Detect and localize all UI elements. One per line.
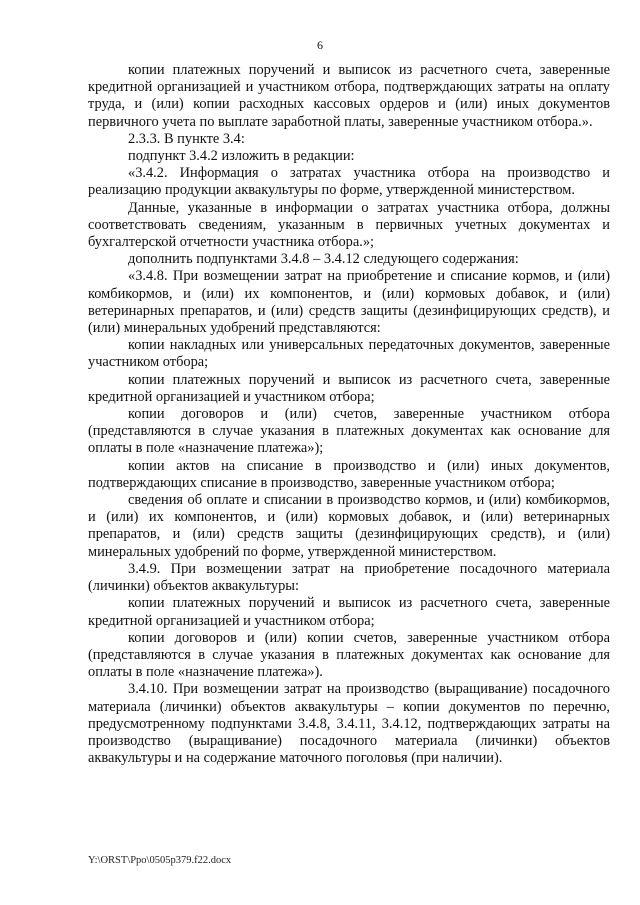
paragraph: копии актов на списание в производство и (или) иных документов, подтверждающих списание в производство, заверенные участником отбора;	[88, 457, 610, 491]
paragraph: дополнить подпунктами 3.4.8 – 3.4.12 следующего содержания:	[128, 251, 519, 268]
paragraph: копии платежных поручений и выписок из расчетного счета, заверенные кредитной организацией и участником отбора;	[88, 595, 610, 629]
paragraph: 3.4.9. При возмещении затрат на приобретение посадочного материала (личинки) объектов аквакультуры:	[88, 560, 610, 595]
paragraph: 2.3.3. В пункте 3.4:	[128, 130, 245, 147]
paragraph: копии договоров и (или) счетов, заверенные участником отбора (представляются в случае указания в платежных документах как основание для оплаты в поле «назначение платежа»);	[88, 406, 610, 457]
paragraph: копии платежных поручений и выписок из расчетного счета, заверенные кредитной организацией и участником отбора;	[88, 371, 610, 405]
paragraph: сведения об оплате и списании в производство кормов, и (или) комбикормов, и (или) их компонентов, и (или) кормовых добавок, и (или) ветеринарных препаратов, и (или) средств защиты (дезинфицирующих средств), и (или) минеральных удобрений по форме, утвержденной министерством.	[88, 492, 610, 560]
paragraph: «3.4.8. При возмещении затрат на приобретение и списание кормов, и (или) комбикормов, и (или) их компонентов, и (или) кормовых добавок, и (или) ветеринарных препаратов, и (или) средств защиты (дезинфицирующих средств), и (или) минеральных удобрений представляются:	[88, 268, 610, 337]
footer-file-path: Y:\ORST\Ppo\0505p379.f22.docx	[88, 855, 232, 866]
paragraph: «3.4.2. Информация о затратах участника отбора на производство и реализацию продукции аквакультуры по форме, утвержденной министерством.	[88, 165, 610, 199]
paragraph: Данные, указанные в информации о затратах участника отбора, должны соответствовать сведениям, указанным в первичных учетных документах и бухгалтерской отчетности участника отбора.»;	[88, 199, 610, 251]
page-number: 6	[317, 38, 323, 52]
paragraph: подпункт 3.4.2 изложить в редакции:	[128, 148, 355, 165]
paragraph: копии платежных поручений и выписок из расчетного счета, заверенные кредитной организацией и участником отбора, подтверждающих затраты на оплату труда, и (или) копии расходных кассовых ордеров и (или) иных документов первичного учета по выплате заработной платы, заверенные участником отбора.».	[88, 62, 610, 130]
paragraph: 3.4.10. При возмещении затрат на производство (выращивание) посадочного материала (личинки) объектов аквакультуры – копии документов по перечню, предусмотренному подпунктами 3.4.8, 3.4.11, 3.4.12, подтверждающих затраты на производство (выращивание) посадочного материала (личинки) объектов аквакультуры и на содержание маточного поголовья (при наличии).	[88, 681, 610, 767]
paragraph: копии накладных или универсальных передаточных документов, заверенные участником отбора;	[88, 337, 610, 371]
paragraph: копии договоров и (или) копии счетов, заверенные участником отбора (представляются в случае указания в платежных документах как основание для оплаты в поле «назначение платежа»).	[88, 629, 610, 681]
document-body	[88, 62, 610, 767]
